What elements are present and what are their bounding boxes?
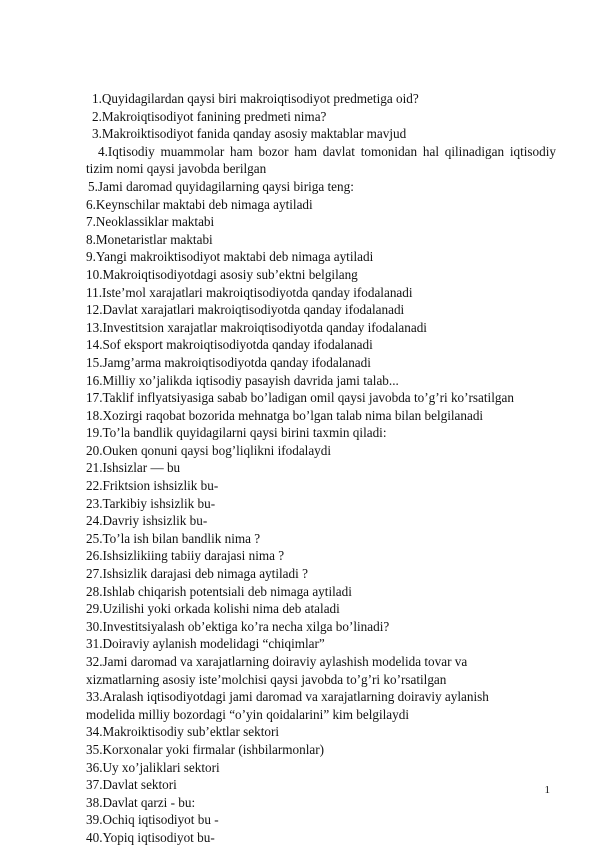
question-28: 28.Ishlab chiqarish potentsiali deb nimaga aytiladi xyxy=(86,583,352,599)
question-27: 27.Ishsizlik darajasi deb nimaga aytiladi ? xyxy=(86,566,308,582)
question-32: 32.Jami daromad va xarajatlarning doiraviy aylashish modelida tovar va xizmatlarning asosiy iste’molchisi qaysi javobda to’g’ri ko’rsatilgan xyxy=(86,654,468,687)
question-14: 14.Sof eksport makroiqtisodiyotda qanday ifodalanadi xyxy=(86,337,373,353)
question-26: 26.Ishsizlikiing tabiiy darajasi nima ? xyxy=(86,548,285,564)
question-30: 30.Investitsiyalash ob’ektiga ko’ra necha xilga bo’linadi? xyxy=(86,618,390,634)
question-24: 24.Davriy ishsizlik bu- xyxy=(86,513,208,529)
question-1: 1.Quyidagilardan qaysi biri makroiqtisodiyot predmetiga oid? xyxy=(92,91,419,106)
question-40: 40.Yopiq iqtisodiyot bu- xyxy=(86,829,215,845)
question-25: 25.To’la ish bilan bandlik nima ? xyxy=(86,530,261,546)
question-36: 36.Uy xo’jaliklari sektori xyxy=(86,759,220,775)
question-18: 18.Xozirgi raqobat bozorida mehnatga bo’lgan talab nima bilan belgilanadi xyxy=(86,407,484,423)
question-10: 10.Makroiqtisodiyotdagi asosiy sub’ektni belgilang xyxy=(86,266,358,282)
question-31: 31.Doiraviy aylanish modelidagi “chiqimlar” xyxy=(86,636,325,652)
question-5: 5.Jami daromad quyidagilarning qaysi biriga teng: xyxy=(88,178,354,194)
question-39: 39.Ochiq iqtisodiyot bu - xyxy=(86,812,219,828)
question-11: 11.Iste’mol xarajatlari makroiqtisodiyotda qanday ifodalanadi xyxy=(86,284,413,300)
question-6: 6.Keynschilar maktabi deb nimaga aytiladi xyxy=(86,196,313,212)
question-list xyxy=(86,90,556,847)
question-7: 7.Neoklassiklar maktabi xyxy=(86,214,215,230)
page-number: 1 xyxy=(544,784,550,796)
question-21: 21.Ishsizlar — bu xyxy=(86,460,181,476)
question-16: 16.Milliy xo’jalikda iqtisodiy pasayish davrida jami talab... xyxy=(86,372,399,388)
question-37: 37.Davlat sektori xyxy=(86,777,177,793)
question-4: 4.Iqtisodiy muammolar ham bozor ham davlat tomonidan hal qilinadigan iqtisodiy tizim nomi qaysi javobda berilgan xyxy=(86,143,556,177)
question-15: 15.Jamg’arma makroiqtisodiyotda qanday ifodalanadi xyxy=(86,354,371,370)
question-35: 35.Korxonalar yoki firmalar (ishbilarmonlar) xyxy=(86,741,325,757)
question-33: 33.Aralash iqtisodiyotdagi jami daromad va xarajatlarning doiraviy aylanish modelida milliy bozordagi “o’yin qoidalarini” kim belgilaydi xyxy=(86,689,489,722)
question-9: 9.Yangi makroiktisodiyot maktabi deb nimaga aytiladi xyxy=(86,249,374,265)
question-17: 17.Taklif inflyatsiyasiga sabab bo’ladigan omil qaysi javobda to’g’ri ko’rsatilgan xyxy=(86,390,514,406)
question-12: 12.Davlat xarajatlari makroiqtisodiyotda qanday ifodalanadi xyxy=(86,302,405,318)
question-34: 34.Makroiktisodiy sub’ektlar sektori xyxy=(86,724,280,740)
question-3: 3.Makroiktisodiyot fanida qanday asosiy maktablar mavjud xyxy=(92,126,407,142)
question-2: 2.Makroiqtisodiyot fanining predmeti nima? xyxy=(92,108,327,124)
question-20: 20.Ouken qonuni qaysi bog’liqlikni ifodalaydi xyxy=(86,442,332,458)
question-19: 19.To’la bandlik quyidagilarni qaysi birini taxmin qiladi: xyxy=(86,425,387,441)
question-29: 29.Uzilishi yoki orkada kolishi nima deb ataladi xyxy=(86,601,340,617)
question-38: 38.Davlat qarzi - bu: xyxy=(86,794,196,810)
question-22: 22.Friktsion ishsizlik bu- xyxy=(86,478,219,494)
question-13: 13.Investitsion xarajatlar makroiqtisodiyotda qanday ifodalanadi xyxy=(86,319,427,335)
question-8: 8.Monetaristlar maktabi xyxy=(86,231,213,247)
question-23: 23.Tarkibiy ishsizlik bu- xyxy=(86,495,216,511)
